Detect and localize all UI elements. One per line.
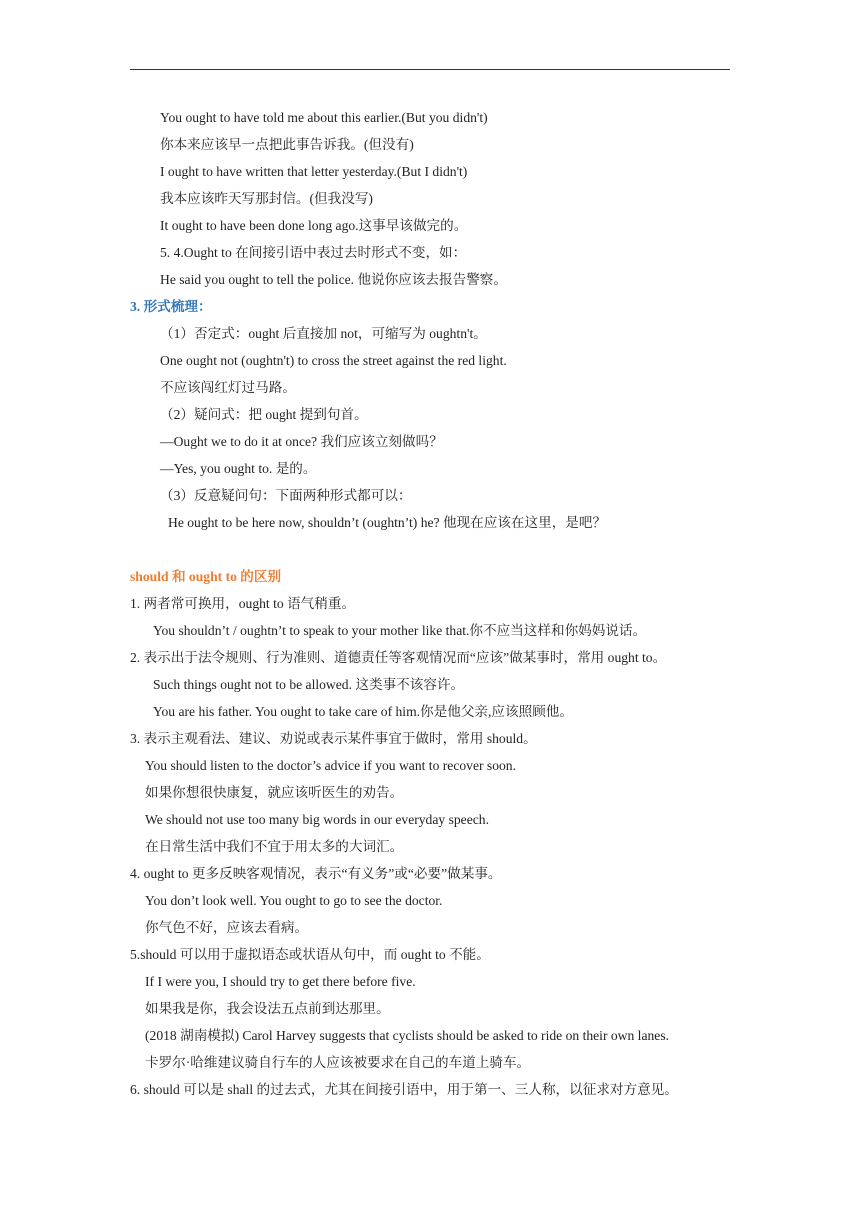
example-line: One ought not (oughtn't) to cross the street against the red light. (160, 353, 507, 368)
example-line: We should not use too many big words in our everyday speech. (145, 812, 489, 827)
section-heading: 3. 形式梳理： (130, 299, 212, 314)
example-line: You shouldn’t / oughtn’t to speak to your mother like that.你不应当这样和你妈妈说话。 (153, 623, 647, 638)
rule-line: （3）反意疑问句：下面两种形式都可以： (160, 488, 412, 503)
translation-line: 在日常生活中我们不宜于用太多的大词汇。 (145, 839, 404, 854)
translation-line: 你本来应该早一点把此事告诉我。(但没有) (160, 137, 414, 152)
example-line: It ought to have been done long ago.这事早该做完的。 (160, 218, 468, 233)
rule-line: （2）疑问式：把 ought 提到句首。 (160, 407, 368, 422)
rule-line: 5. 4.Ought to 在间接引语中表过去时形式不变，如： (160, 245, 467, 260)
point-line: 2. 表示出于法令规则、行为准则、道德责任等客观情况而“应该”做某事时，常用 ought to。 (130, 650, 667, 665)
point-line: 4. ought to 更多反映客观情况，表示“有义务”或“必要”做某事。 (130, 866, 502, 881)
example-line: —Yes, you ought to. 是的。 (160, 461, 317, 476)
example-line: You should listen to the doctor’s advice if you want to recover soon. (145, 758, 517, 773)
translation-line: 如果我是你，我会设法五点前到达那里。 (145, 1001, 390, 1016)
example-line: If I were you, I should try to get there before five. (145, 974, 416, 989)
example-line: I ought to have written that letter yesterday.(But I didn't) (160, 164, 468, 179)
example-line: He ought to be here now, shouldn’t (oughtn’t) he? 他现在应该在这里，是吧？ (168, 515, 607, 530)
example-line: (2018 湖南模拟) Carol Harvey suggests that cyclists should be asked to ride on their own lanes. (145, 1028, 670, 1043)
example-line: You ought to have told me about this earlier.(But you didn't) (160, 110, 488, 125)
translation-line: 我本应该昨天写那封信。(但我没写) (160, 191, 373, 206)
example-line: —Ought we to do it at once? 我们应该立刻做吗？ (160, 434, 443, 449)
example-line: You are his father. You ought to take care of him.你是他父亲,应该照顾他。 (153, 704, 573, 719)
translation-line: 你气色不好，应该去看病。 (145, 920, 309, 935)
example-line: You don’t look well. You ought to go to see the doctor. (145, 893, 443, 908)
translation-line: 不应该闯红灯过马路。 (160, 380, 296, 395)
point-line: 1. 两者常可换用，ought to 语气稍重。 (130, 596, 356, 611)
example-line: He said you ought to tell the police. 他说你应该去报告警察。 (160, 272, 507, 287)
point-line: 6. should 可以是 shall 的过去式，尤其在间接引语中，用于第一、三人称，以征求对方意见。 (130, 1082, 678, 1097)
translation-line: 如果你想很快康复，就应该听医生的劝告。 (145, 785, 404, 800)
translation-line: 卡罗尔·哈维建议骑自行车的人应该被要求在自己的车道上骑车。 (145, 1055, 531, 1070)
point-line: 5.should 可以用于虚拟语态或状语从句中，而 ought to 不能。 (130, 947, 490, 962)
point-line: 3. 表示主观看法、建议、劝说或表示某件事宜于做时，常用 should。 (130, 731, 537, 746)
section-heading: should 和 ought to 的区别 (130, 569, 282, 584)
example-line: Such things ought not to be allowed. 这类事不该容许。 (153, 677, 465, 692)
rule-line: （1）否定式：ought 后直接加 not，可缩写为 oughtn't。 (160, 326, 487, 341)
header-rule (130, 69, 730, 70)
